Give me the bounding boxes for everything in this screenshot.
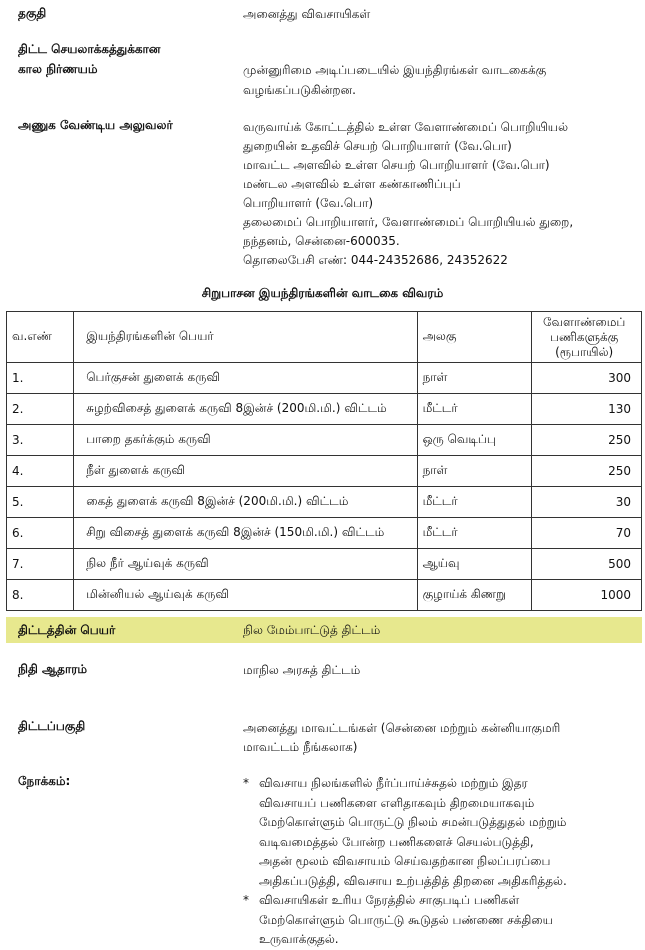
bullet-marker: * <box>243 776 249 790</box>
row-no: 7. <box>7 549 74 580</box>
scheme-name-label: திட்டத்தின் பெயர் <box>18 623 116 637</box>
objective-line: மேற்கொள்ளும் பொருட்டு கூடுதல் பண்ணை சக்தியை <box>259 912 553 927</box>
row-unit: நாள் <box>417 363 532 394</box>
table-title: சிறுபாசன இயந்திரங்களின் வாடகை விவரம் <box>201 286 444 300</box>
objective-list <box>243 774 638 950</box>
objective-line: அதன் மூலம் விவசாயம் செய்வதற்கான நிலப்பரப்பை <box>259 854 551 868</box>
table-row <box>7 580 642 611</box>
table-row <box>7 425 642 456</box>
timeline-label-line1: திட்ட செயலாக்கத்துக்கான <box>18 42 161 56</box>
header-rate-line3: (ரூபாயில்) <box>555 344 614 359</box>
timeline-value-line2: வழங்கப்படுகின்றன. <box>243 83 356 97</box>
objective-line: உருவாக்குதல். <box>259 932 339 946</box>
timeline-label-line2: கால நிர்ணயம் <box>18 62 98 76</box>
scheme-area-label: திட்டப்பகுதி <box>18 719 86 733</box>
row-rate: 300 <box>532 363 642 394</box>
eligibility-label: தகுதி <box>18 6 47 20</box>
row-rate: 70 <box>532 518 642 549</box>
row-no: 5. <box>7 487 74 518</box>
objective-line: வடிவமைத்தல் போன்ற பணிகளைச் செயல்படுத்தி, <box>259 834 534 849</box>
row-unit: மீட்டர் <box>417 518 532 549</box>
row-no: 2. <box>7 394 74 425</box>
table-row <box>7 549 642 580</box>
scheme-area-line1: அனைத்து மாவட்டங்கள் (சென்னை மற்றும் கன்னியாகுமரி <box>243 721 561 735</box>
header-name: இயந்திரங்களின் பெயர் <box>74 312 417 363</box>
row-name: கைத் துளைக் கருவி 8இன்ச் (200மி.மி.) விட்டம் <box>74 487 417 518</box>
row-rate: 1000 <box>532 580 642 611</box>
row-unit: மீட்டர் <box>417 394 532 425</box>
row-rate: 130 <box>532 394 642 425</box>
objective-bullet-2 <box>243 891 638 950</box>
contact-line: மண்டல அளவில் உள்ள கண்காணிப்புப் <box>243 177 461 191</box>
row-rate: 500 <box>532 549 642 580</box>
objective-line: விவசாய நிலங்களில் நீர்ப்பாய்ச்சுதல் மற்றும் இதர <box>259 776 528 790</box>
objective-line: அதிகப்படுத்தி, விவசாய உற்பத்தித் திறனை அதிகரித்தல். <box>259 873 567 888</box>
row-no: 8. <box>7 580 74 611</box>
row-no: 1. <box>7 363 74 394</box>
table-row <box>7 518 642 549</box>
objective-line: விவசாயிகள் உரிய நேரத்தில் சாகுபடிப் பணிகள் <box>259 893 520 907</box>
row-name: பெர்குசன் துளைக் கருவி <box>74 363 417 394</box>
objective-line: மேற்கொள்ளும் பொருட்டு நிலம் சமன்படுத்துதல் மற்றும் <box>259 815 567 829</box>
row-name: சிறு விசைத் துளைக் கருவி 8இன்ச் (150மி.மி.) விட்டம் <box>74 518 417 549</box>
header-rate-line2: பணிகளுக்கு <box>550 329 619 344</box>
contact-label: அணுக வேண்டிய அலுவலர் <box>18 118 173 132</box>
contact-line: தலைமைப் பொறியாளர், வேளாண்மைப் பொறியியல் துறை, <box>243 215 574 229</box>
table-row <box>7 394 642 425</box>
row-no: 6. <box>7 518 74 549</box>
fund-source-label: நிதி ஆதாரம் <box>18 662 88 676</box>
row-unit: குழாய்க் கிணறு <box>417 580 532 611</box>
objective-bullet-1 <box>243 774 638 891</box>
row-rate: 250 <box>532 456 642 487</box>
row-unit: மீட்டர் <box>417 487 532 518</box>
table-row <box>7 456 642 487</box>
timeline-value <box>243 62 638 98</box>
table-row <box>7 487 642 518</box>
contact-value <box>243 118 638 270</box>
row-name: நீள் துளைக் கருவி <box>74 456 417 487</box>
contact-line: துறையின் உதவிச் செயற் பொறியாளர் (வே.பொ) <box>243 139 512 153</box>
header-rate <box>532 312 642 363</box>
header-rate-line1: வேளாண்மைப் <box>543 314 626 329</box>
row-no: 4. <box>7 456 74 487</box>
row-unit: ஆய்வு <box>417 549 532 580</box>
timeline-value-line1: முன்னுரிமை அடிப்படையில் இயந்திரங்கள் வாடகைக்கு <box>243 63 547 77</box>
row-rate: 250 <box>532 425 642 456</box>
contact-line: வருவாய்க் கோட்டத்தில் உள்ள வேளாண்மைப் பொறியியல் <box>243 120 569 134</box>
table-header-row <box>7 312 642 363</box>
row-name: பாறை தகர்க்கும் கருவி <box>74 425 417 456</box>
contact-line: நந்தனம், சென்னை-600035. <box>243 234 400 248</box>
header-unit: அலகு <box>417 312 532 363</box>
row-unit: ஒரு வெடிப்பு <box>417 425 532 456</box>
contact-line: மாவட்ட அளவில் உள்ள செயற் பொறியாளர் (வே.பொ) <box>243 158 550 172</box>
scheme-area-value <box>243 719 638 757</box>
rental-rates-table <box>6 311 642 611</box>
eligibility-value: அனைத்து விவசாயிகள் <box>243 7 371 21</box>
objective-line: விவசாயப் பணிகளை எளிதாகவும் திறமையாகவும் <box>259 795 535 810</box>
scheme-name-value: நில மேம்பாட்டுத் திட்டம் <box>243 623 381 637</box>
contact-phone: தொலைபேசி எண்: 044-24352686, 24352622 <box>243 253 508 267</box>
table-row <box>7 363 642 394</box>
row-name: மின்னியல் ஆய்வுக் கருவி <box>74 580 417 611</box>
objective-label: நோக்கம்: <box>18 774 71 788</box>
header-no: வ.எண் <box>7 312 74 363</box>
row-no: 3. <box>7 425 74 456</box>
bullet-marker: * <box>243 893 249 907</box>
row-name: நில நீர் ஆய்வுக் கருவி <box>74 549 417 580</box>
row-name: சுழற்விசைத் துளைக் கருவி 8இன்ச் (200மி.மி.) விட்டம் <box>74 394 417 425</box>
fund-source-value: மாநில அரசுத் திட்டம் <box>243 663 361 677</box>
contact-line: பொறியாளர் (வே.பொ) <box>243 196 374 210</box>
row-unit: நாள் <box>417 456 532 487</box>
scheme-area-line2: மாவட்டம் நீங்கலாக) <box>243 740 358 754</box>
row-rate: 30 <box>532 487 642 518</box>
